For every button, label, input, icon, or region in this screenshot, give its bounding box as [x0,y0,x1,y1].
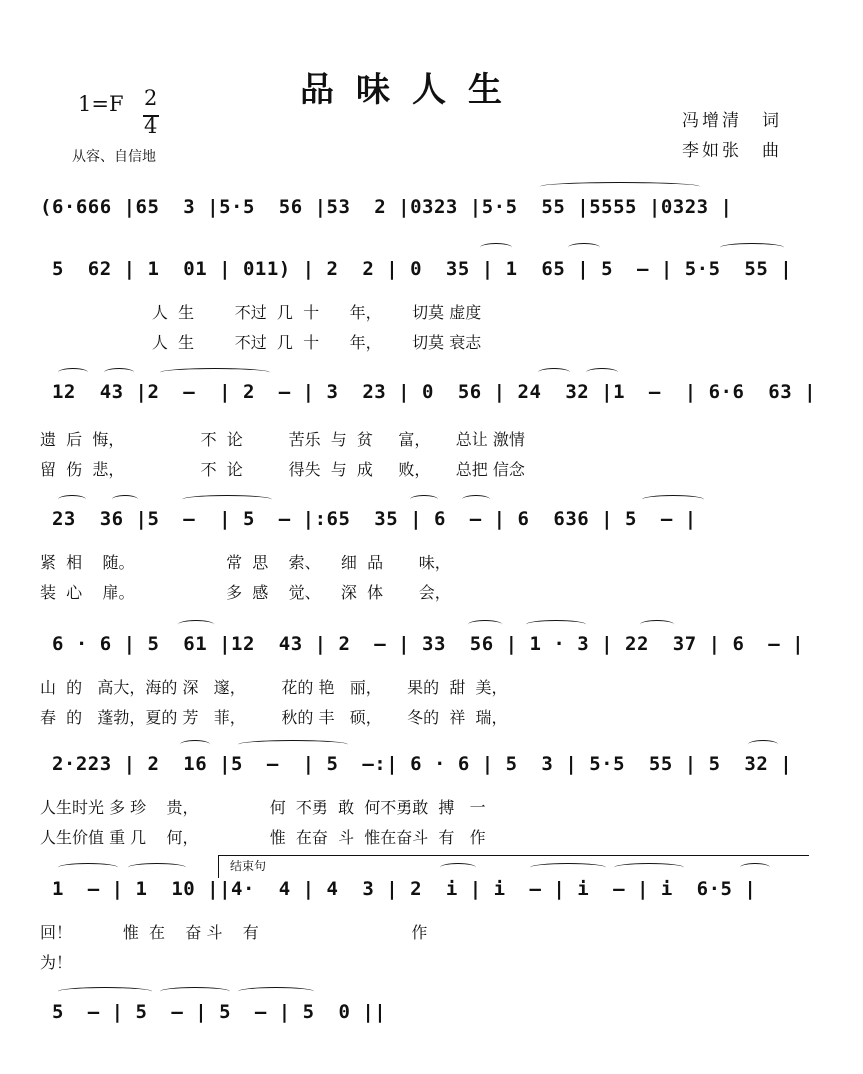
slur-mark [640,620,674,629]
slur-mark [480,243,512,252]
slur-mark [58,368,88,377]
score-line [40,508,830,602]
slur-mark [568,243,600,252]
slur-mark [720,243,784,252]
slur-mark [238,740,348,749]
notation-line: 1 — | 1 10 ||4· 4 | 4 3 | 2 i | i — | i — | i 6·5 | [40,878,757,900]
notation-line: 12 43 |2 — | 2 — | 3 23 | 0 56 | 24 32 |1 — | 6·6 63 | [40,381,817,403]
notation-line: 23 36 |5 — | 5 — |:65 35 | 6 — | 6 636 | 5 — | [40,508,697,530]
slur-mark [410,495,438,504]
slur-mark [538,368,570,377]
slur-mark [104,368,134,377]
slur-mark [58,495,86,504]
slur-mark [180,740,210,749]
composer-credit: 李如张 曲 [682,141,782,161]
slur-mark [468,620,502,629]
lyric-line: 人 生 不过 几 十 年， 切莫 虚度 [40,303,482,322]
notation-line: 5 — | 5 — | 5 — | 5 0 || [40,1001,387,1023]
notation-line: 5 62 | 1 01 | 011) | 2 2 | 0 35 | 1 65 | 5 — | 5·5 55 | [40,258,793,280]
slur-mark [614,863,684,872]
score-line [40,1001,830,1031]
lyric-line: 为！ [40,953,73,972]
time-signature-bottom: 4 [144,114,158,138]
slur-mark [462,495,490,504]
lyric-line: 留 伤 悲， 不 论 得失 与 成 败， 总把 信念 [40,460,525,479]
score-line [40,258,830,352]
time-signature-top: 2 [144,86,158,110]
lyric-line: 紧 相 随。 常 思 索、 细 品 味， [40,553,451,572]
slur-mark [238,987,314,996]
slur-mark [586,368,618,377]
score-line [40,633,830,727]
slur-mark [112,495,138,504]
slur-mark [182,495,272,504]
slur-mark [128,863,186,872]
lyric-line: 人生价值 重 几 何， 惟 在奋 斗 惟在奋斗 有 作 [40,828,486,847]
slur-mark [530,863,606,872]
slur-mark [526,620,586,629]
slur-mark [740,863,770,872]
score-line [40,753,830,847]
key-signature: 1=F [78,92,124,116]
slur-mark [642,495,704,504]
lyricist-credit: 冯增清 词 [682,111,782,131]
lyric-line: 回！ 惟 在 奋 斗 有 作 [40,923,428,942]
lyric-line: 山 的 高大，海的 深 邃， 花的 艳 丽， 果的 甜 美， [40,678,508,697]
lyric-line: 人生时光 多 珍 贵， 何 不勇 敢 何不勇敢 搏 一 [40,798,486,817]
ending-bracket [218,855,809,878]
slur-mark [58,863,118,872]
song-title: 品味人生 [300,70,524,110]
slur-mark [748,740,778,749]
slur-mark [440,863,476,872]
notation-line: 6 · 6 | 5 61 |12 43 | 2 — | 33 56 | 1 · 3 | 22 37 | 6 — | [40,633,805,655]
slur-mark [540,182,700,191]
slur-mark [178,620,214,629]
slur-mark [160,987,230,996]
score-line [40,196,830,226]
ending-label: 结束句 [230,859,267,873]
lyric-line: 春 的 蓬勃，夏的 芳 菲， 秋的 丰 硕， 冬的 祥 瑞， [40,708,508,727]
slur-mark [160,368,270,377]
slur-mark [58,987,152,996]
lyric-line: 遗 后 悔， 不 论 苦乐 与 贫 富， 总让 激情 [40,430,525,449]
score-line [40,381,830,479]
notation-line: (6·666 |65 3 |5·5 56 |53 2 |0323 |5·5 55 |5555 |0323 | [40,196,733,218]
lyric-line: 装 心 扉。 多 感 觉、 深 体 会， [40,583,451,602]
notation-line: 2·223 | 2 16 |5 — | 5 —:| 6 · 6 | 5 3 | 5·5 55 | 5 32 | [40,753,793,775]
lyric-line: 人 生 不过 几 十 年， 切莫 衰志 [40,333,482,352]
score-line [40,878,830,972]
tempo-marking: 从容、自信地 [72,149,156,165]
